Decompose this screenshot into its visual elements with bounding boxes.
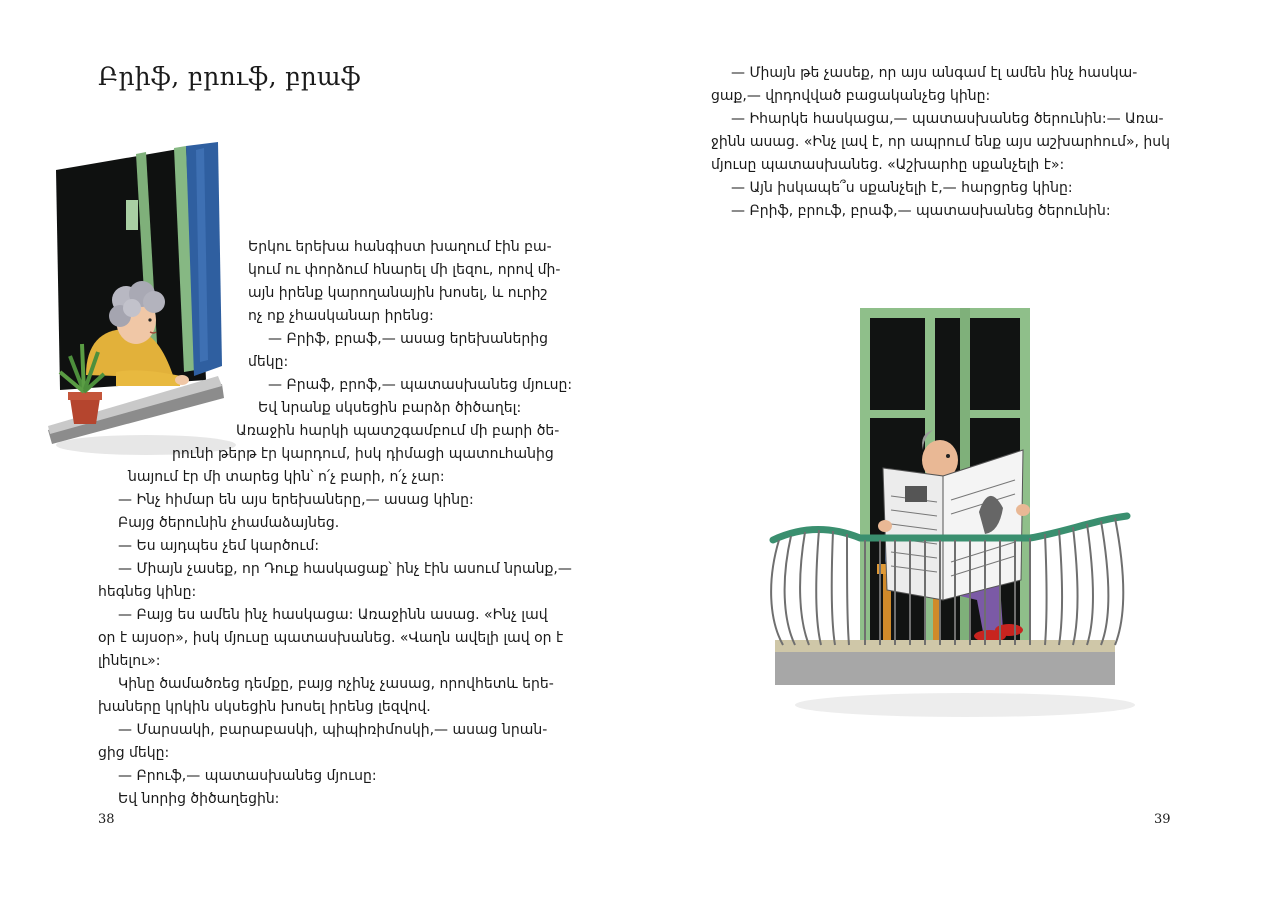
text-line: Բայց ծերունին չհամաձայնեց. xyxy=(118,515,340,531)
text-line: — Միայն չասեք, որ Դուք հասկացաք՝ ինչ էին ասում նրանք,— xyxy=(118,561,572,577)
woman-at-window-illustration xyxy=(46,140,236,460)
text-line: Առաջին հարկի պատշգամբում մի բարի ծե- xyxy=(236,423,560,439)
text-line: մյուսը պատասխանեց. «Աշխարհը սքանչելի է»: xyxy=(711,157,1065,173)
text-line: — Բրաֆ, բրոֆ,— պատասխանեց մյուսը: xyxy=(268,377,573,393)
text-line: կում ու փորձում հնարել մի լեզու, որով մի- xyxy=(248,262,561,278)
text-line: օր է այսօր», իսկ մյուսը պատասխանեց. «Վաղն ավելի լավ օր է xyxy=(98,630,564,646)
page-number: 38 xyxy=(98,812,115,827)
text-line: ցից մեկը: xyxy=(98,745,170,761)
text-line: նայում էր մի տարեց կին՝ ո՛չ բարի, ո՛չ չար: xyxy=(128,469,445,485)
text-line: այն իրենք կարողանային խոսել, և ուրիշ xyxy=(248,285,548,301)
text-line: Եվ նրանք սկսեցին բարձր ծիծաղել: xyxy=(258,400,522,416)
text-line: հեգնեց կինը: xyxy=(98,584,197,600)
text-line: — Ինչ հիմար են այս երեխաները,— ասաց կինը: xyxy=(118,492,474,508)
right-page xyxy=(635,0,1269,900)
text-line: — Միայն թե չասեք, որ այս անգամ էլ ամեն ինչ հասկա- xyxy=(731,65,1138,81)
text-line: — Մարսակի, բարաբասկի, պիպիռիմոսկի,— ասաց նրան- xyxy=(118,722,548,738)
text-line: — Ես այդպես չեմ կարծում: xyxy=(118,538,320,554)
text-line: ջինն ասաց. «Ինչ լավ է, որ ապրում ենք այս աշխարհում», իսկ xyxy=(711,134,1171,150)
text-line: մեկը: xyxy=(248,354,289,370)
text-line: — Իհարկե հասկացա,— պատասխանեց ծերունին:— Առա- xyxy=(731,111,1164,127)
text-line: րունի թերթ էր կարդում, իսկ դիմացի պատուհանից xyxy=(172,446,554,462)
text-line: Եվ նորից ծիծաղեցին: xyxy=(118,791,280,807)
text-line: խաները կրկին սկսեցին խոսել իրենց լեզվով. xyxy=(98,699,431,715)
text-line: ոչ ոք չհասկանար իրենց: xyxy=(248,308,434,324)
text-line: — Բրուֆ,— պատասխանեց մյուսը: xyxy=(118,768,377,784)
text-line: — Բրիֆ, բրուֆ, բրաֆ,— պատասխանեց ծերունին: xyxy=(731,203,1111,219)
old-man-on-balcony-illustration xyxy=(765,300,1135,720)
text-line: Կինը ծամածռեց դեմքը, բայց ոչինչ չասաց, որովհետև երե- xyxy=(118,676,554,692)
text-line: — Բայց ես ամեն ինչ հասկացա: Առաջինն ասաց. «Ինչ լավ xyxy=(118,607,548,623)
text-line: ցաք,— վրդովված բացականչեց կինը: xyxy=(711,88,991,104)
page-number: 39 xyxy=(1154,812,1171,827)
story-title: Բրիֆ, բրուֆ, բրաֆ xyxy=(98,62,362,91)
left-page xyxy=(0,0,634,900)
text-line: լինելու»: xyxy=(98,653,161,669)
text-line: Երկու երեխա հանգիստ խաղում էին բա- xyxy=(248,239,552,255)
text-line: — Այն իսկապե՞ս սքանչելի է,— հարցրեց կինը: xyxy=(731,180,1073,196)
text-line: — Բրիֆ, բրաֆ,— ասաց երեխաներից xyxy=(268,331,548,347)
